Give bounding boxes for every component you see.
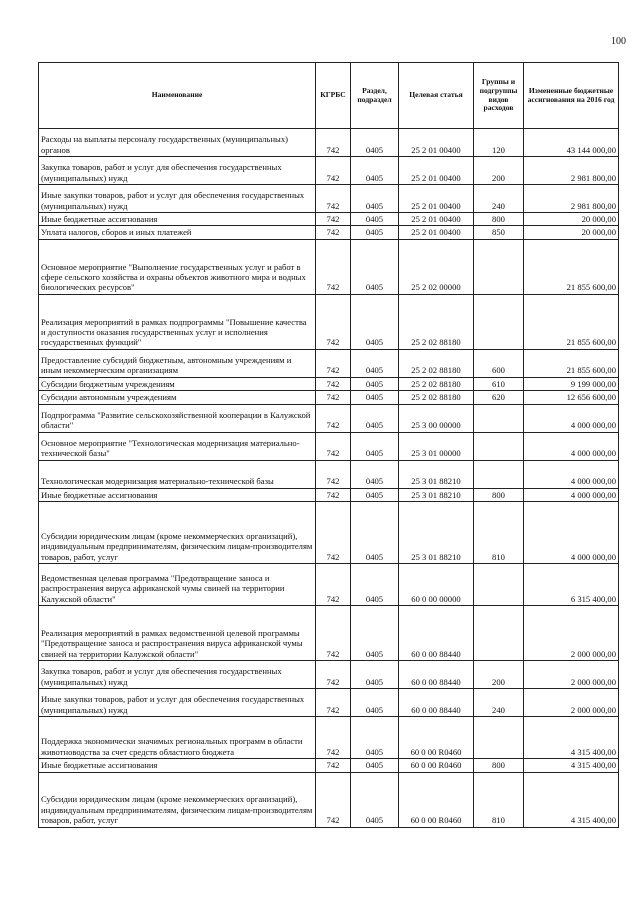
- cell-expense-group: 850: [474, 226, 524, 239]
- table-row: [39, 213, 619, 226]
- table-row: [39, 294, 619, 349]
- cell-target-article: 60 0 00 R0460: [399, 772, 474, 827]
- cell-target-article: 25 2 02 88180: [399, 294, 474, 349]
- cell-section: 0405: [351, 772, 399, 827]
- cell-target-article: 25 2 02 88180: [399, 377, 474, 390]
- cell-name: Иные закупки товаров, работ и услуг для обеспечения государственных (муниципальных) нужд: [39, 689, 316, 717]
- cell-amount: 4 315 400,00: [524, 759, 619, 772]
- cell-expense-group: 600: [474, 349, 524, 377]
- cell-target-article: 60 0 00 88440: [399, 661, 474, 689]
- cell-section: 0405: [351, 294, 399, 349]
- cell-section: 0405: [351, 185, 399, 213]
- cell-amount: 4 000 000,00: [524, 404, 619, 432]
- cell-section: 0405: [351, 759, 399, 772]
- cell-expense-group: [474, 239, 524, 294]
- table-row: [39, 564, 619, 606]
- cell-target-article: 60 0 00 R0460: [399, 717, 474, 759]
- cell-kgrbs: 742: [316, 157, 351, 185]
- cell-target-article: 25 3 01 88210: [399, 460, 474, 488]
- table-row: [39, 606, 619, 661]
- table-row: [39, 502, 619, 564]
- cell-name: Уплата налогов, сборов и иных платежей: [39, 226, 316, 239]
- cell-name: Субсидии автономным учреждениям: [39, 391, 316, 404]
- cell-kgrbs: 742: [316, 717, 351, 759]
- cell-target-article: 60 0 00 R0460: [399, 759, 474, 772]
- cell-amount: 2 000 000,00: [524, 606, 619, 661]
- cell-name: Поддержка экономически значимых региональных программ в области животноводства за счет средств областного бюджета: [39, 717, 316, 759]
- cell-kgrbs: 742: [316, 239, 351, 294]
- cell-name: Реализация мероприятий в рамках подпрограммы "Повышение качества и доступности оказания государственных услуг и исполнения государственных функций": [39, 294, 316, 349]
- cell-name: Иные бюджетные ассигнования: [39, 213, 316, 226]
- cell-name: Предоставление субсидий бюджетным, автономным учреждениям и иным некоммерческим организациям: [39, 349, 316, 377]
- cell-amount: 2 981 800,00: [524, 157, 619, 185]
- cell-amount: 21 855 600,00: [524, 349, 619, 377]
- cell-name: Основное мероприятие "Технологическая модернизация материально-технической базы": [39, 432, 316, 460]
- cell-kgrbs: 742: [316, 606, 351, 661]
- cell-amount: 21 855 600,00: [524, 294, 619, 349]
- cell-kgrbs: 742: [316, 432, 351, 460]
- cell-section: 0405: [351, 129, 399, 157]
- cell-expense-group: 810: [474, 502, 524, 564]
- cell-section: 0405: [351, 606, 399, 661]
- cell-expense-group: [474, 432, 524, 460]
- cell-amount: 4 000 000,00: [524, 502, 619, 564]
- cell-amount: 4 000 000,00: [524, 488, 619, 501]
- cell-expense-group: 240: [474, 185, 524, 213]
- cell-section: 0405: [351, 502, 399, 564]
- cell-target-article: 60 0 00 88440: [399, 689, 474, 717]
- cell-section: 0405: [351, 661, 399, 689]
- cell-target-article: 25 2 01 00400: [399, 226, 474, 239]
- cell-amount: 20 000,00: [524, 226, 619, 239]
- cell-amount: 4 000 000,00: [524, 432, 619, 460]
- cell-section: 0405: [351, 226, 399, 239]
- cell-expense-group: 610: [474, 377, 524, 390]
- header-group: Группы и подгруппы видов расходов: [474, 63, 524, 129]
- header-amount: Измененные бюджетные ассигнования на 2016 год: [524, 63, 619, 129]
- cell-name: Субсидии бюджетным учреждениям: [39, 377, 316, 390]
- cell-expense-group: 200: [474, 661, 524, 689]
- cell-amount: 6 315 400,00: [524, 564, 619, 606]
- cell-section: 0405: [351, 377, 399, 390]
- cell-target-article: 25 2 01 00400: [399, 157, 474, 185]
- cell-section: 0405: [351, 213, 399, 226]
- table-row: [39, 239, 619, 294]
- table-body: [39, 129, 619, 828]
- cell-name: Закупка товаров, работ и услуг для обеспечения государственных (муниципальных) нужд: [39, 661, 316, 689]
- table-row: [39, 349, 619, 377]
- cell-kgrbs: 742: [316, 213, 351, 226]
- cell-target-article: 60 0 00 00000: [399, 564, 474, 606]
- cell-amount: 21 855 600,00: [524, 239, 619, 294]
- cell-kgrbs: 742: [316, 404, 351, 432]
- cell-amount: 2 000 000,00: [524, 661, 619, 689]
- cell-kgrbs: 742: [316, 226, 351, 239]
- cell-amount: 2 000 000,00: [524, 689, 619, 717]
- cell-amount: 20 000,00: [524, 213, 619, 226]
- table-row: [39, 488, 619, 501]
- budget-table: [38, 62, 619, 828]
- cell-kgrbs: 742: [316, 185, 351, 213]
- cell-section: 0405: [351, 460, 399, 488]
- cell-name: Субсидии юридическим лицам (кроме некоммерческих организаций), индивидуальным предпринимателям, физическим лицам-производителям товаров, работ, услуг: [39, 772, 316, 827]
- cell-name: Иные закупки товаров, работ и услуг для обеспечения государственных (муниципальных) нужд: [39, 185, 316, 213]
- table-row: [39, 759, 619, 772]
- header-target: Целевая статья: [399, 63, 474, 129]
- cell-section: 0405: [351, 404, 399, 432]
- table-row: [39, 404, 619, 432]
- cell-target-article: 25 2 02 88180: [399, 391, 474, 404]
- cell-amount: 4 315 400,00: [524, 717, 619, 759]
- cell-target-article: 25 2 01 00400: [399, 213, 474, 226]
- table-row: [39, 377, 619, 390]
- cell-name: Основное мероприятие "Выполнение государственных услуг и работ в сфере сельского хозяйства и охраны объектов животного мира и водных биологических ресурсов": [39, 239, 316, 294]
- cell-expense-group: [474, 717, 524, 759]
- table-row: [39, 226, 619, 239]
- table-row: [39, 391, 619, 404]
- cell-expense-group: 240: [474, 689, 524, 717]
- cell-target-article: 25 3 01 88210: [399, 488, 474, 501]
- cell-section: 0405: [351, 157, 399, 185]
- cell-kgrbs: 742: [316, 377, 351, 390]
- cell-expense-group: 800: [474, 759, 524, 772]
- cell-kgrbs: 742: [316, 391, 351, 404]
- cell-name: Подпрограмма "Развитие сельскохозяйственной кооперации в Калужской области": [39, 404, 316, 432]
- cell-name: Иные бюджетные ассигнования: [39, 759, 316, 772]
- cell-kgrbs: 742: [316, 502, 351, 564]
- cell-amount: 4 315 400,00: [524, 772, 619, 827]
- cell-expense-group: [474, 606, 524, 661]
- cell-target-article: 25 2 01 00400: [399, 129, 474, 157]
- cell-kgrbs: 742: [316, 661, 351, 689]
- table-row: [39, 717, 619, 759]
- cell-section: 0405: [351, 564, 399, 606]
- cell-target-article: 25 2 02 00000: [399, 239, 474, 294]
- cell-name: Ведомственная целевая программа "Предотвращение заноса и распространения вируса африканской чумы свиней на территории Калужской области": [39, 564, 316, 606]
- cell-section: 0405: [351, 488, 399, 501]
- cell-section: 0405: [351, 689, 399, 717]
- cell-kgrbs: 742: [316, 772, 351, 827]
- table-row: [39, 129, 619, 157]
- table-row: [39, 185, 619, 213]
- cell-name: Расходы на выплаты персоналу государственных (муниципальных) органов: [39, 129, 316, 157]
- cell-expense-group: 620: [474, 391, 524, 404]
- cell-kgrbs: 742: [316, 488, 351, 501]
- cell-expense-group: 810: [474, 772, 524, 827]
- cell-kgrbs: 742: [316, 460, 351, 488]
- cell-section: 0405: [351, 239, 399, 294]
- cell-expense-group: [474, 460, 524, 488]
- page-number: 100: [611, 36, 626, 47]
- cell-expense-group: [474, 564, 524, 606]
- cell-name: Реализация мероприятий в рамках ведомственной целевой программы "Предотвращение заноса и распространения вируса африканской чумы свиней на территории Калужской области": [39, 606, 316, 661]
- cell-expense-group: 800: [474, 213, 524, 226]
- cell-kgrbs: 742: [316, 689, 351, 717]
- cell-expense-group: [474, 404, 524, 432]
- table-row: [39, 432, 619, 460]
- cell-amount: 9 199 000,00: [524, 377, 619, 390]
- cell-target-article: 25 3 00 00000: [399, 404, 474, 432]
- cell-target-article: 25 2 01 00400: [399, 185, 474, 213]
- table-row: [39, 661, 619, 689]
- cell-name: Субсидии юридическим лицам (кроме некоммерческих организаций), индивидуальным предпринимателям, физическим лицам-производителям товаров, работ, услуг: [39, 502, 316, 564]
- cell-target-article: 25 3 01 88210: [399, 502, 474, 564]
- cell-name: Закупка товаров, работ и услуг для обеспечения государственных (муниципальных) нужд: [39, 157, 316, 185]
- table-row: [39, 157, 619, 185]
- cell-kgrbs: 742: [316, 349, 351, 377]
- cell-kgrbs: 742: [316, 759, 351, 772]
- header-section: Раздел, подраздел: [351, 63, 399, 129]
- cell-name: Иные бюджетные ассигнования: [39, 488, 316, 501]
- cell-section: 0405: [351, 432, 399, 460]
- cell-section: 0405: [351, 717, 399, 759]
- cell-target-article: 60 0 00 88440: [399, 606, 474, 661]
- cell-amount: 12 656 600,00: [524, 391, 619, 404]
- cell-expense-group: 200: [474, 157, 524, 185]
- cell-expense-group: 800: [474, 488, 524, 501]
- cell-kgrbs: 742: [316, 129, 351, 157]
- header-name: Наименование: [39, 63, 316, 129]
- cell-amount: 4 000 000,00: [524, 460, 619, 488]
- cell-amount: 2 981 800,00: [524, 185, 619, 213]
- cell-section: 0405: [351, 391, 399, 404]
- cell-expense-group: [474, 294, 524, 349]
- table-row: [39, 772, 619, 827]
- header-kgrbs: КГРБС: [316, 63, 351, 129]
- cell-amount: 43 144 000,00: [524, 129, 619, 157]
- table-row: [39, 689, 619, 717]
- cell-section: 0405: [351, 349, 399, 377]
- table-header-row: [39, 63, 619, 129]
- cell-target-article: 25 3 01 00000: [399, 432, 474, 460]
- cell-target-article: 25 2 02 88180: [399, 349, 474, 377]
- table-row: [39, 460, 619, 488]
- cell-kgrbs: 742: [316, 294, 351, 349]
- cell-name: Технологическая модернизация материально-технической базы: [39, 460, 316, 488]
- cell-expense-group: 120: [474, 129, 524, 157]
- cell-kgrbs: 742: [316, 564, 351, 606]
